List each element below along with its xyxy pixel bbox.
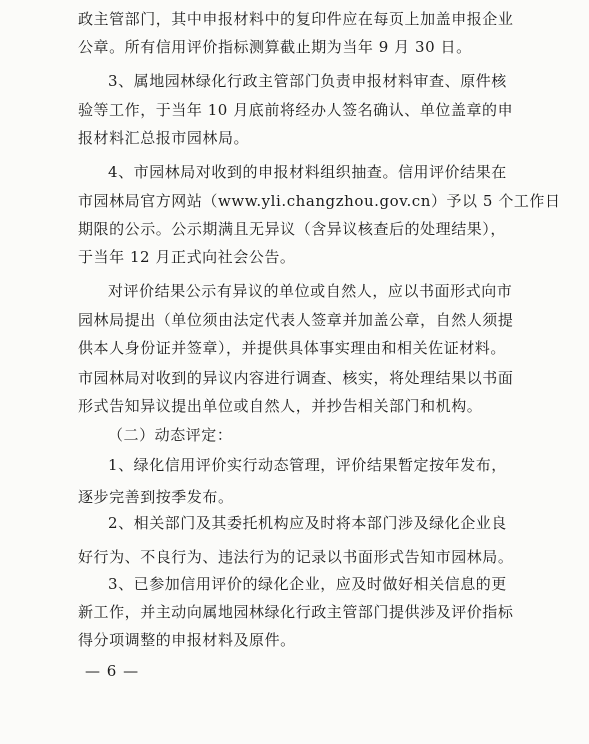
text-line: 对评价结果公示有异议的单位或自然人，应以书面形式向市 [108, 282, 513, 300]
text-line: 市园林局对收到的异议内容进行调查、核实，将处理结果以书面 [78, 369, 514, 387]
text-line: 得分项调整的申报材料及原件。 [78, 631, 296, 649]
text-line: 逐步完善到按季发布。 [78, 488, 234, 506]
text-line: 公章。所有信用评价指标测算截止期为当年 9 月 30 日。 [78, 38, 472, 56]
text-line: 形式告知异议提出单位或自然人，并抄告相关部门和机构。 [78, 397, 483, 415]
text-line: 2、相关部门及其委托机构应及时将本部门涉及绿化企业良 [108, 514, 507, 532]
text-line: 3、属地园林绿化行政主管部门负责申报材料审查、原件核 [108, 72, 507, 90]
text-line: 3、已参加信用评价的绿化企业，应及时做好相关信息的更 [108, 575, 507, 593]
text-line: 于当年 12 月正式向社会公告。 [78, 248, 296, 266]
text-line: 好行为、不良行为、违法行为的记录以书面形式告知市园林局。 [78, 548, 514, 566]
text-line: 政主管部门，其中申报材料中的复印件应在每页上加盖申报企业 [78, 10, 514, 28]
text-line: 报材料汇总报市园林局。 [78, 129, 250, 147]
text-line: 新工作，并主动向属地园林绿化行政主管部门提供涉及评价指标 [78, 603, 514, 621]
text-line: 市园林局官方网站（www.yli.changzhou.gov.cn）予以 5 个工作日 [78, 192, 561, 210]
text-line: 期限的公示。公示期满且无异议（含异议核查后的处理结果）， [78, 220, 506, 238]
text-line: 园林局提出（单位须由法定代表人签章并加盖公章，自然人须提 [78, 311, 514, 329]
text-line: 供本人身份证并签章），并提供具体事实理由和相关佐证材料。 [78, 339, 506, 357]
text-line: 1、绿化信用评价实行动态管理，评价结果暂定按年发布， [108, 456, 507, 474]
text-line: 验等工作，于当年 10 月底前将经办人签名确认、单位盖章的申 [78, 101, 514, 119]
text-line: 4、市园林局对收到的申报材料组织抽查。信用评价结果在 [108, 163, 507, 181]
page-number: — 6 — [85, 662, 140, 680]
section-heading: （二）动态评定： [108, 426, 233, 444]
